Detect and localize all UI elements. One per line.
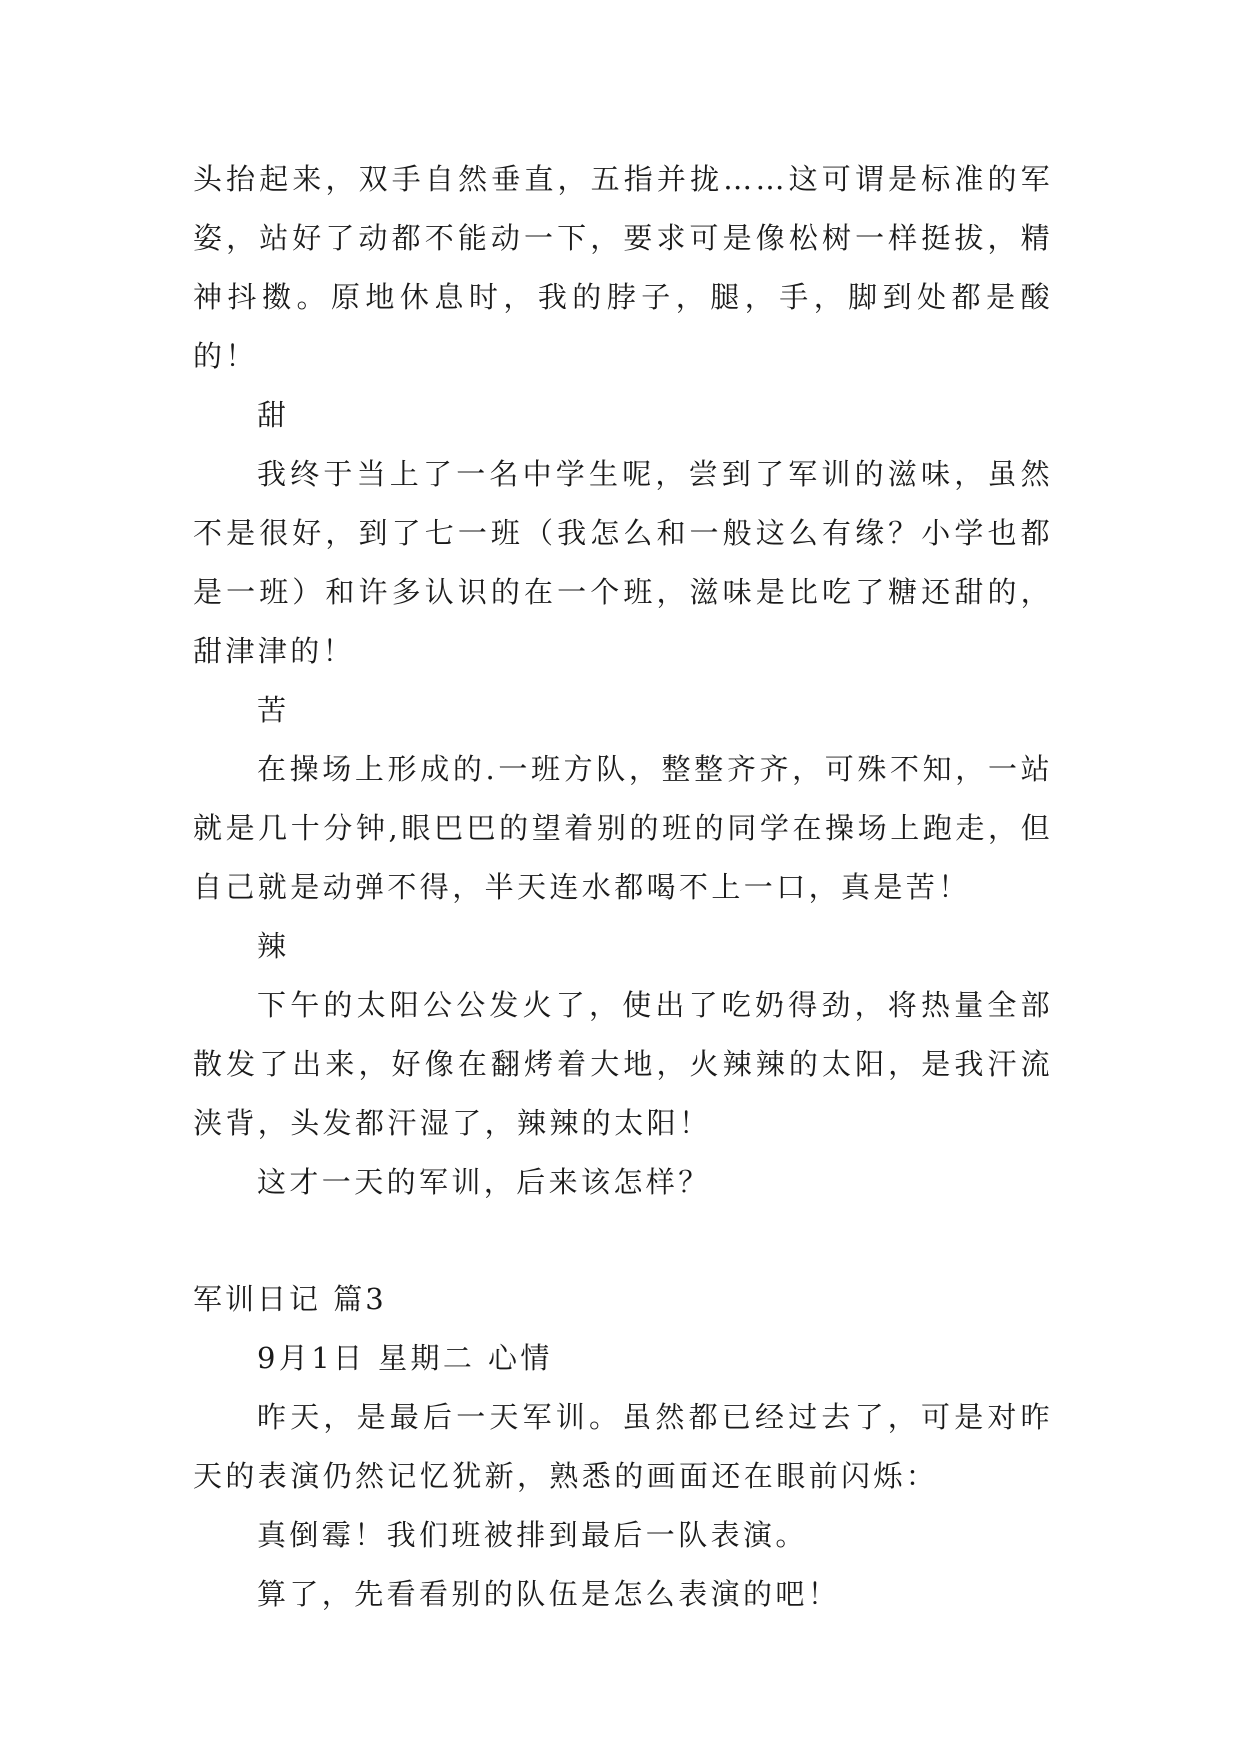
heading-bitter: 苦 (257, 693, 290, 727)
paragraph-spicy: 下午的太阳公公发火了，使出了吃奶得劲，将热量全部散发了出来，好像在翻烤着大地，火辣辣的太阳，是我汗流浃背，头发都汗湿了，辣辣的太阳！ (193, 988, 1053, 1140)
diary-entry-3 (193, 1329, 1053, 1624)
diary-entry-2 (193, 150, 1053, 1212)
document-page (193, 150, 1053, 1624)
entry-date-line: 9月1日 星期二 心情 (257, 1341, 553, 1375)
paragraph-bitter: 在操场上形成的.一班方队，整整齐齐，可殊不知，一站就是几十分钟,眼巴巴的望着别的班的同学在操场上跑走，但自己就是动弹不得，半天连水都喝不上一口，真是苦！ (193, 752, 1053, 904)
paragraph-sweet: 我终于当上了一名中学生呢，尝到了军训的滋味，虽然不是很好，到了七一班（我怎么和一般这么有缘？小学也都是一班）和许多认识的在一个班，滋味是比吃了糖还甜的，甜津津的！ (193, 457, 1053, 668)
paragraph-yesterday: 昨天，是最后一天军训。虽然都已经过去了，可是对昨天的表演仍然记忆犹新，熟悉的画面还在眼前闪烁： (193, 1400, 1053, 1493)
heading-spicy: 辣 (257, 929, 290, 963)
heading-sweet: 甜 (257, 398, 290, 432)
section-title: 军训日记 篇3 (193, 1282, 387, 1316)
paragraph-unlucky: 真倒霉！我们班被排到最后一队表演。 (257, 1518, 808, 1552)
paragraph-posture: 头抬起来，双手自然垂直，五指并拢……这可谓是标准的军姿，站好了动都不能动一下，要求可是像松树一样挺拔，精神抖擞。原地休息时，我的脖子，腿，手，脚到处都是酸的！ (193, 162, 1053, 373)
paragraph-watch-others: 算了，先看看别的队伍是怎么表演的吧！ (257, 1577, 841, 1611)
paragraph-closing: 这才一天的军训，后来该怎样？ (257, 1165, 711, 1199)
